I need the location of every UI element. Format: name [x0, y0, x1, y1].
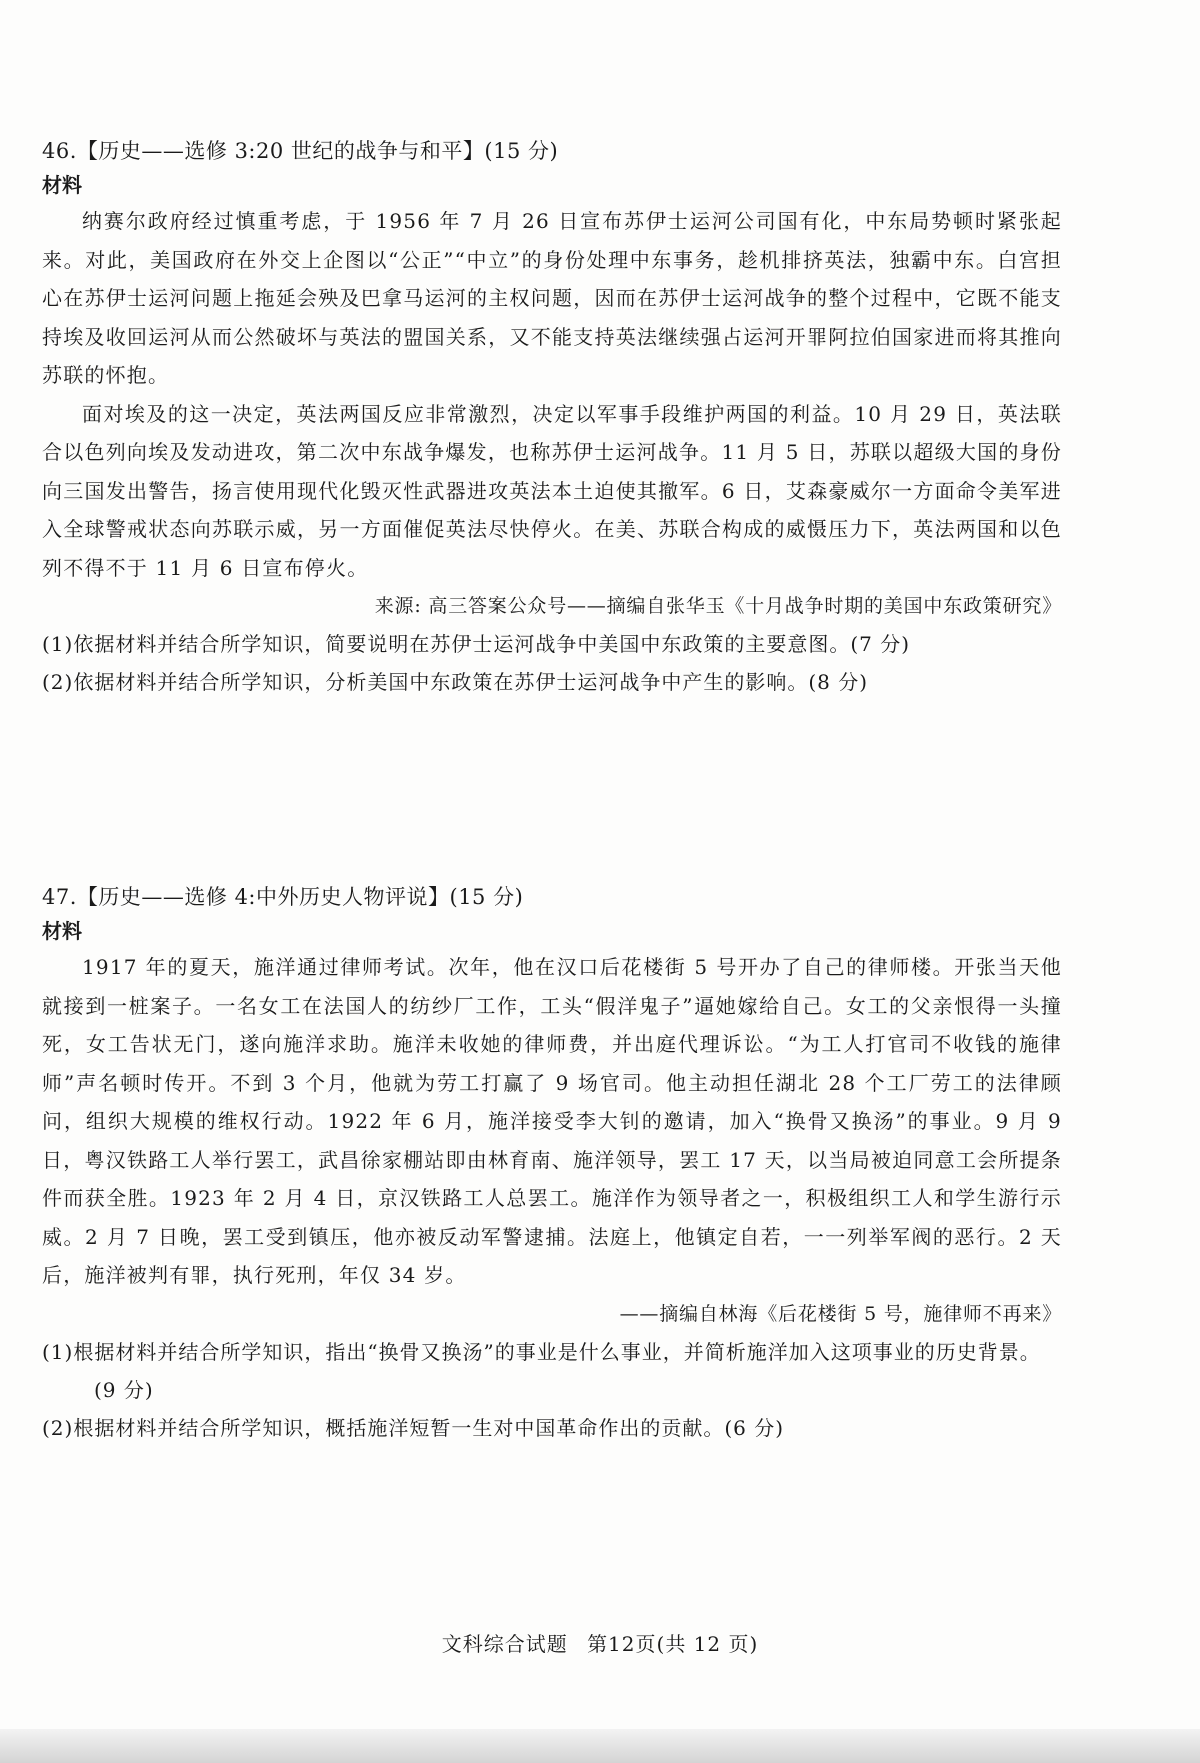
sub-question-2: (2)根据材料并结合所学知识，概括施洋短暂一生对中国革命作出的贡献。(6 分) [42, 1415, 785, 1440]
material-paragraph: 纳赛尔政府经过慎重考虑，于 1956 年 7 月 26 日宣布苏伊士运河公司国有化，中东局势顿时紧张起来。对此，美国政府在外交上企图以“公正”“中立”的身份处理中东事务，趁机排挤英法，独霸中东。白宫担心在苏伊士运河问题上拖延会殃及巴拿马运河的主权问题，因而在苏伊士运河战争的整个过程中，它既不能支持埃及收回运河从而公然破坏与英法的盟国关系，又不能支持英法继续强占运河开罪阿拉伯国家进而将其推向苏联的怀抱。 [42, 209, 1062, 387]
question-47-title: 47.【历史——选修 4:中外历史人物评说】(15 分) [42, 885, 524, 909]
material-source: ——摘编自林海《后花楼街 5 号，施律师不再来》 [619, 1302, 1062, 1325]
material-label: 材料 [42, 173, 82, 197]
sub-question-2: (2)依据材料并结合所学知识，分析美国中东政策在苏伊士运河战争中产生的影响。(8 分) [42, 670, 869, 694]
page-number: 第12页(共 12 页) [587, 1632, 759, 1656]
sub-question-1: (1)根据材料并结合所学知识，指出“换骨又换汤”的事业是什么事业，并简析施洋加入这项事业的历史背景。(9 分) [42, 1339, 1041, 1402]
material-paragraph: 面对埃及的这一决定，英法两国反应非常激烈，决定以军事手段维护两国的利益。10 月 29 日，英法联合以色列向埃及发动进攻，第二次中东战争爆发，也称苏伊士运河战争。11 月 5 日，苏联以超级大国的身份向三国发出警告，扬言使用现代化毁灭性武器进攻英法本土迫使其撤军。6 日，艾森豪威尔一方面命令美军进入全球警戒状态向苏联示威，另一方面催促英法尽快停火。在美、苏联合构成的威慑压力下，英法两国和以色列不得不于 11 月 6 日宣布停火。 [42, 401, 1062, 580]
question-46-title: 46.【历史——选修 3:20 世纪的战争与和平】(15 分) [42, 139, 559, 163]
material-paragraph: 1917 年的夏天，施洋通过律师考试。次年，他在汉口后花楼街 5 号开办了自己的律师楼。开张当天他就接到一桩案子。一名女工在法国人的纺纱厂工作，工头“假洋鬼子”逼她嫁给自己。女工的父亲恨得一头撞死，女工告状无门，遂向施洋求助。施洋未收她的律师费，并出庭代理诉讼。“为工人打官司不收钱的施律师”声名顿时传开。不到 3 个月，他就为劳工打赢了 9 场官司。他主动担任湖北 28 个工厂劳工的法律顾问，组织大规模的维权行动。1922 年 6 月，施洋接受李大钊的邀请，加入“换骨又换汤”的事业。9 月 9 日，粤汉铁路工人举行罢工，武昌徐家棚站即由林育南、施洋领导，罢工 17 天，以当局被迫同意工会所提条件而获全胜。1923 年 2 月 4 日，京汉铁路工人总罢工。施洋作为领导者之一，积极组织工人和学生游行示威。2 月 7 日晚，罢工受到镇压，他亦被反动军警逮捕。法庭上，他镇定自若，一一列举军阀的恶行。2 天后，施洋被判有罪，执行死刑，年仅 34 岁。 [42, 955, 1062, 1287]
exam-name: 文科综合试题 [441, 1632, 568, 1656]
sub-question-1: (1)依据材料并结合所学知识，简要说明在苏伊士运河战争中美国中东政策的主要意图。(7 分) [42, 632, 911, 656]
scan-edge [0, 1729, 1200, 1763]
question-47 [42, 880, 1062, 1447]
question-46 [42, 134, 1062, 701]
material-label: 材料 [42, 919, 82, 943]
page-footer [0, 1628, 1200, 1657]
material-source: 来源: 高三答案公众号——摘编自张华玉《十月战争时期的美国中东政策研究》 [374, 595, 1062, 617]
